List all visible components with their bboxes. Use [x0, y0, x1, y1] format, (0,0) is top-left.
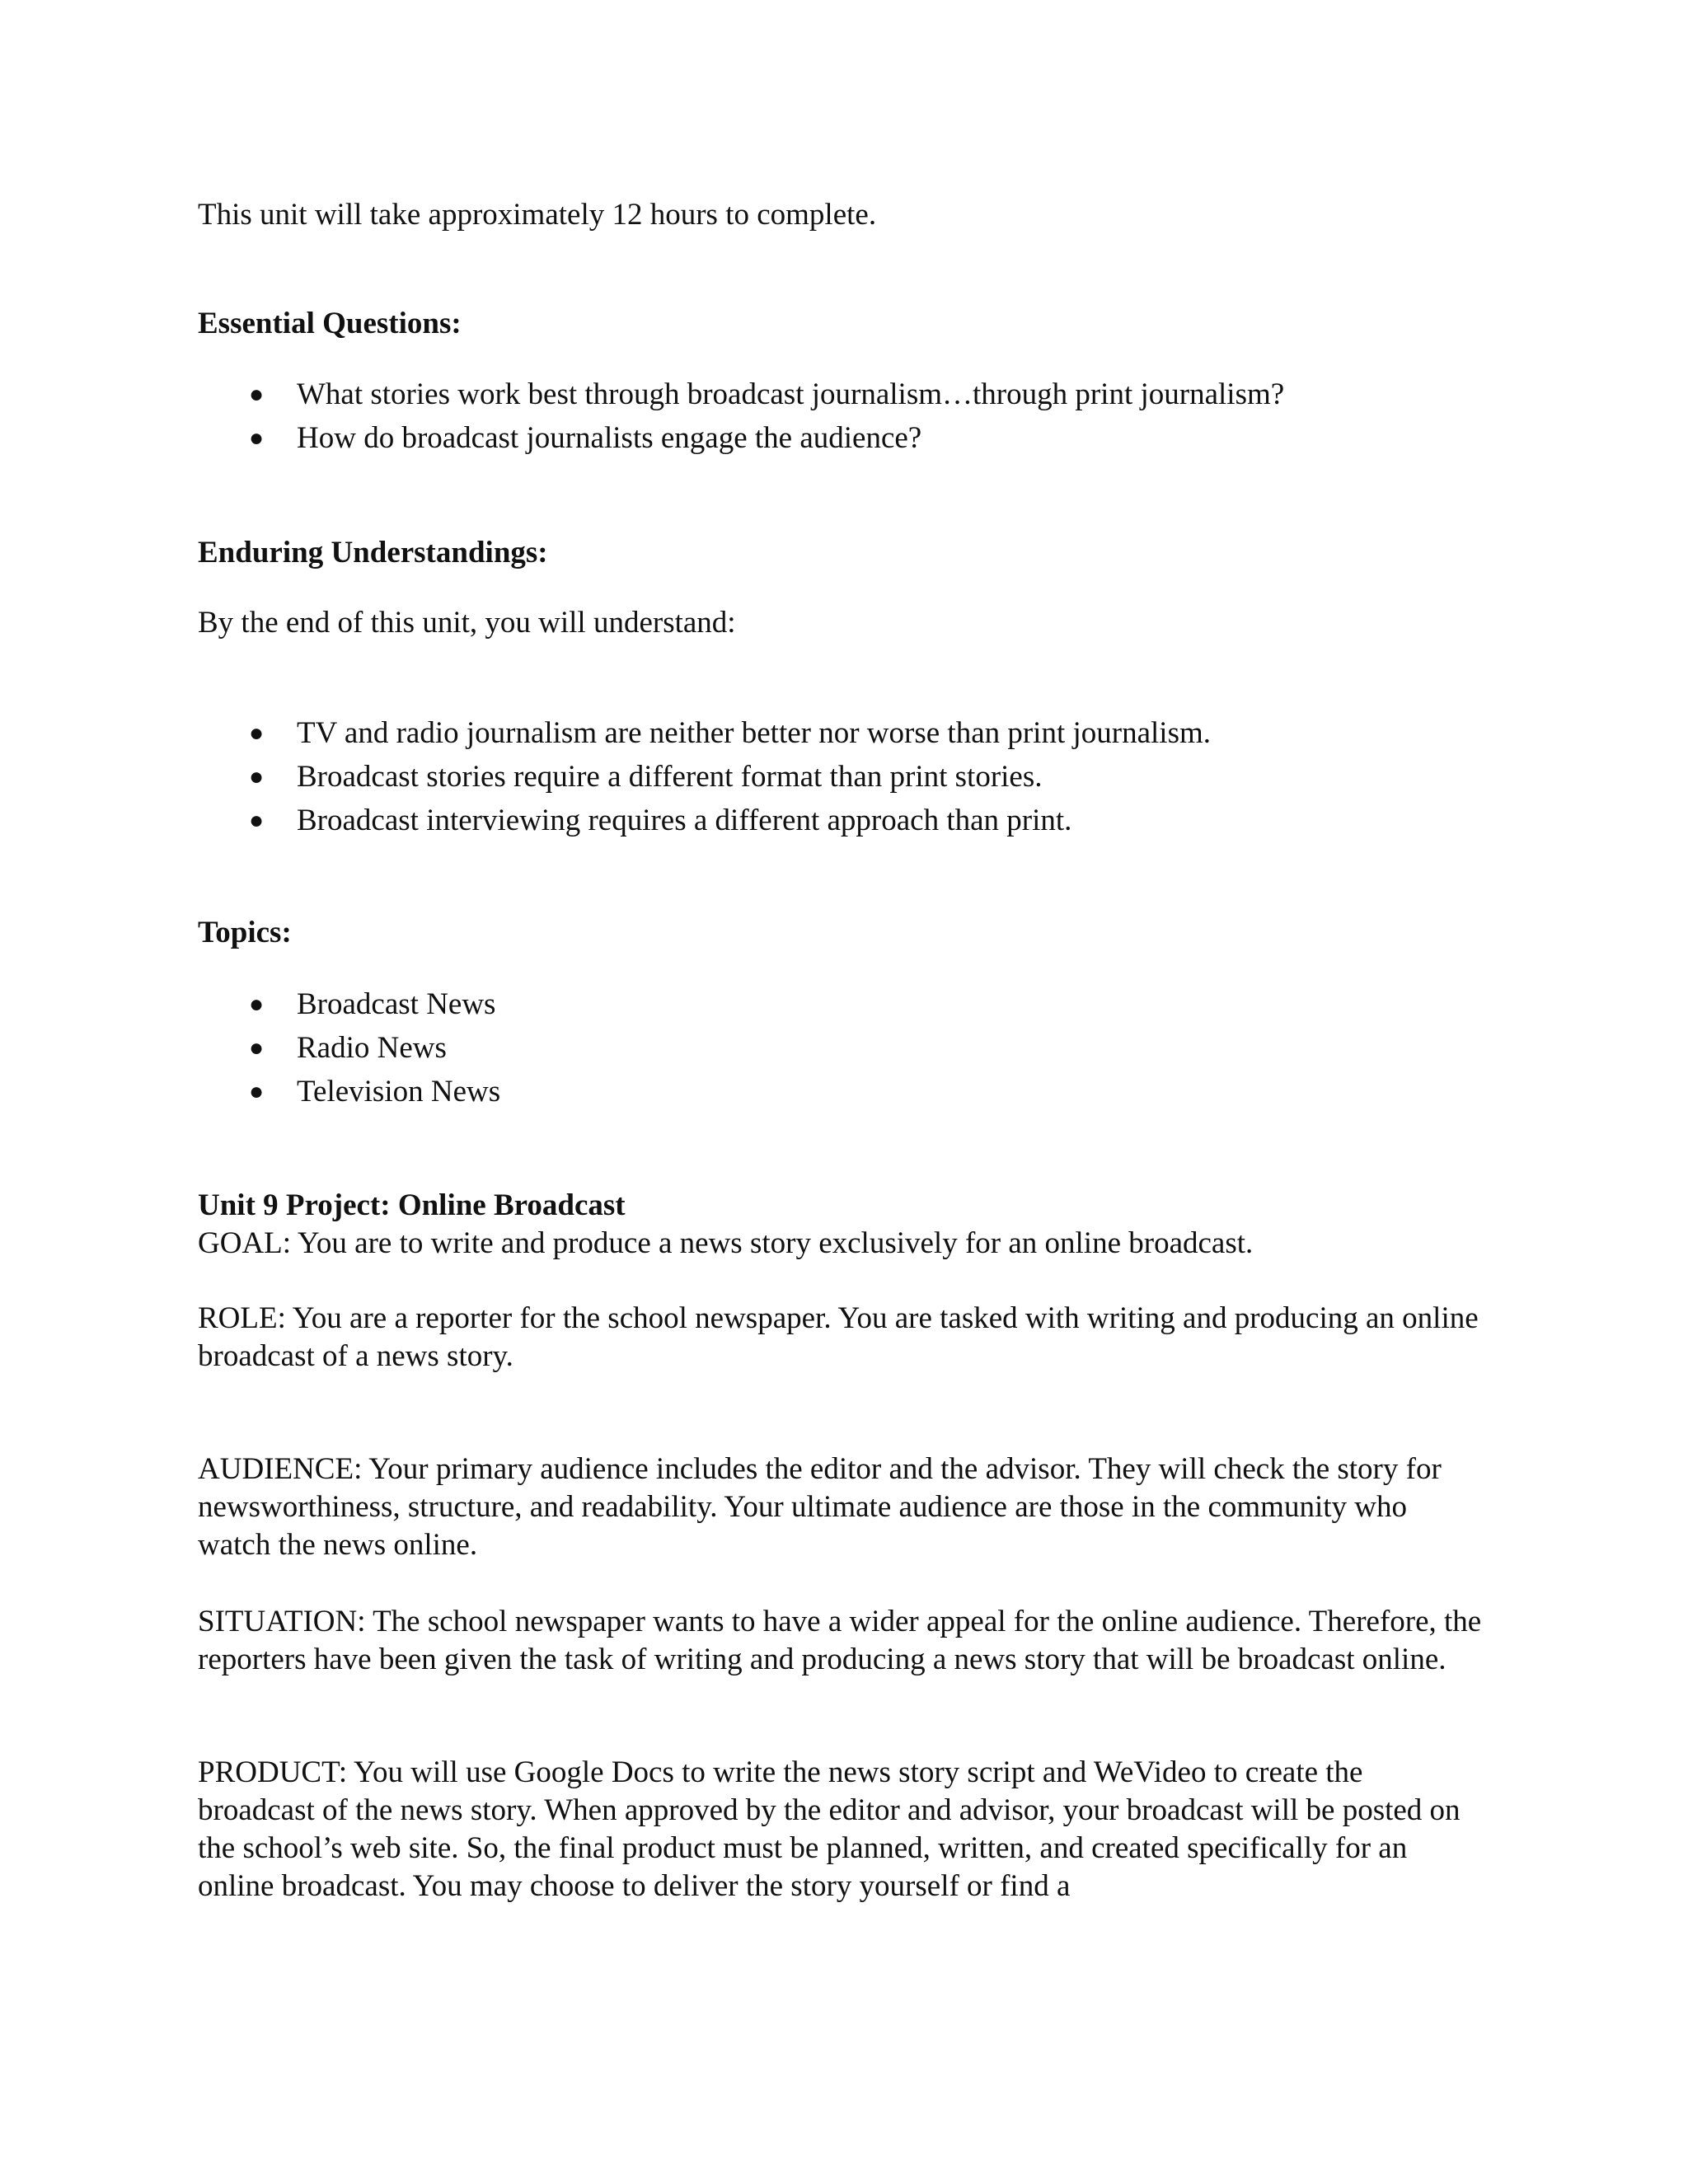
essential-questions-heading: Essential Questions:	[198, 307, 462, 340]
project-situation: SITUATION: The school newspaper wants to have a wider appeal for the online audience. Therefore, the reporters have been given the task of writing and producing a news story that will be broadcast online.	[198, 1605, 1482, 1676]
bullet-icon: ●	[249, 763, 265, 790]
topics-heading: Topics:	[198, 916, 292, 949]
project-product: PRODUCT: You will use Google Docs to write the news story script and WeVideo to create the broadcast of the news story. When approved by the editor and advisor, your broadcast will be posted on the school’s web site. So, the final product must be planned, written, and created specifically for an online broadcast. You may choose to deliver the story yourself or find a	[198, 1755, 1461, 1903]
enduring-understandings-list	[198, 711, 1484, 842]
bullet-icon: ●	[249, 381, 265, 408]
bullet-icon: ●	[249, 719, 265, 747]
project-title: Unit 9 Project: Online Broadcast	[198, 1188, 626, 1222]
unit-duration-text: This unit will take approximately 12 hours to complete.	[198, 198, 877, 232]
bullet-icon: ●	[249, 424, 265, 452]
enduring-understandings-heading: Enduring Understandings:	[198, 536, 548, 569]
list-item: ● Radio News	[198, 1026, 1484, 1070]
list-item: ● Broadcast News	[198, 982, 1484, 1026]
list-item: ● Broadcast stories require a different format than print stories.	[198, 755, 1484, 799]
list-item: ● Television News	[198, 1070, 1484, 1113]
bullet-icon: ●	[249, 991, 265, 1018]
topics-list	[198, 982, 1484, 1113]
project-audience: AUDIENCE: Your primary audience includes the editor and the advisor. They will check the story for newsworthiness, structure, and readability. Your ultimate audience are those in the community who watch the news online.	[198, 1452, 1442, 1562]
essential-questions-list	[198, 373, 1484, 460]
project-goal: GOAL: You are to write and produce a news story exclusively for an online broadcast.	[198, 1226, 1254, 1260]
bullet-icon: ●	[249, 1078, 265, 1105]
bullet-icon: ●	[249, 1034, 265, 1062]
enduring-understandings-lead: By the end of this unit, you will understand:	[198, 606, 736, 640]
list-item: ● Broadcast interviewing requires a different approach than print.	[198, 799, 1484, 842]
project-role: ROLE: You are a reporter for the school newspaper. You are tasked with writing and producing an online broadcast of a news story.	[198, 1301, 1479, 1373]
project-section	[198, 1187, 1484, 1263]
list-item: ● What stories work best through broadcast journalism…through print journalism?	[198, 373, 1484, 416]
list-item: ● TV and radio journalism are neither better nor worse than print journalism.	[198, 711, 1484, 755]
bullet-icon: ●	[249, 807, 265, 834]
list-item: ● How do broadcast journalists engage the audience?	[198, 416, 1484, 460]
